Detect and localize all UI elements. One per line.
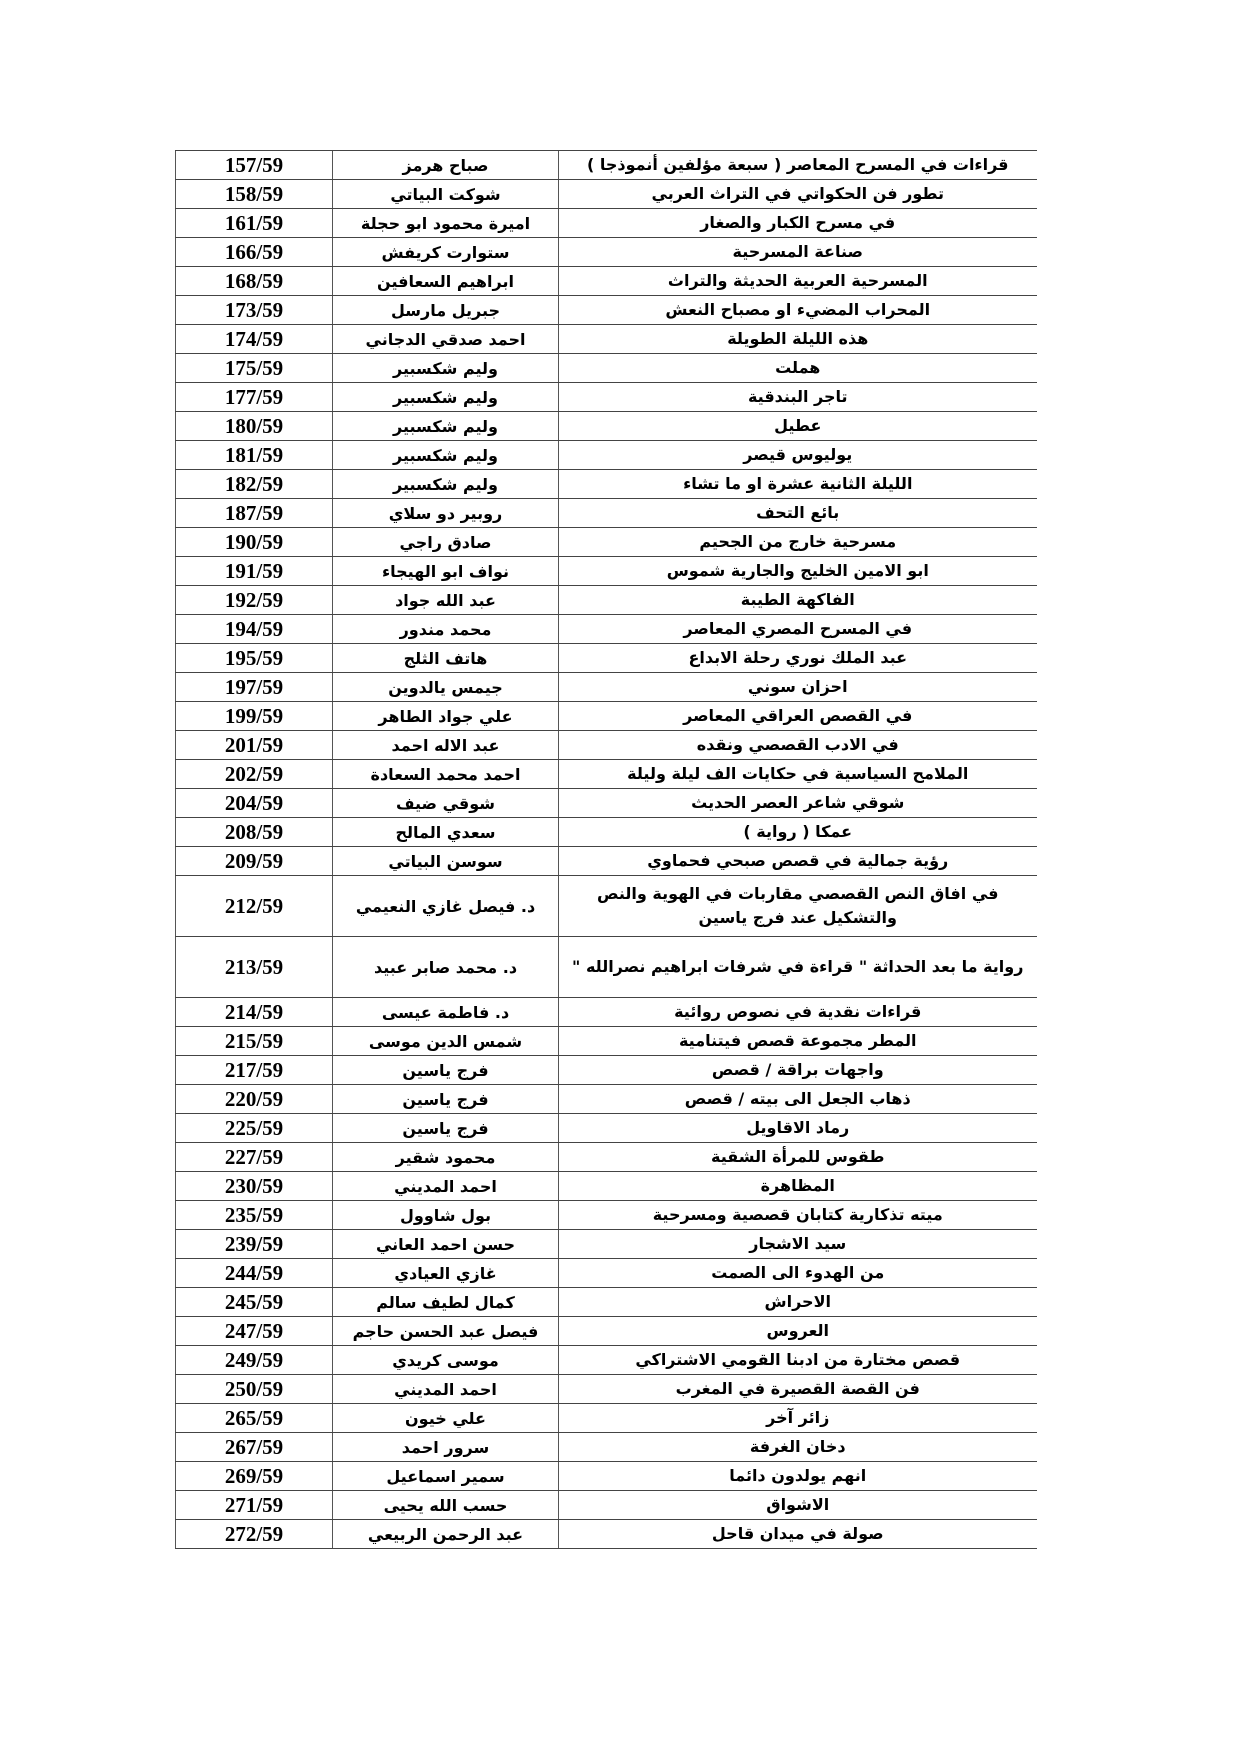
table-row — [176, 528, 1037, 557]
author-cell: ابراهيم السعافين — [333, 267, 559, 296]
book-number-cell: 182/59 — [176, 470, 333, 499]
table-row — [176, 818, 1037, 847]
table-row — [176, 1230, 1037, 1259]
table-row — [176, 731, 1037, 760]
author-cell: جيمس يالدوين — [333, 673, 559, 702]
author-cell: احمد محمد السعادة — [333, 760, 559, 789]
author-cell: سوسن البياتي — [333, 847, 559, 876]
books-table — [175, 150, 1037, 1549]
book-number-cell: 192/59 — [176, 586, 333, 615]
book-number-cell: 180/59 — [176, 412, 333, 441]
book-number-cell: 217/59 — [176, 1056, 333, 1085]
table-row — [176, 1143, 1037, 1172]
author-cell: حسب الله يحيى — [333, 1491, 559, 1520]
author-cell: عبد الرحمن الربيعي — [333, 1520, 559, 1549]
author-cell: بول شاوول — [333, 1201, 559, 1230]
book-number-cell: 239/59 — [176, 1230, 333, 1259]
table-row — [176, 1404, 1037, 1433]
table-row — [176, 937, 1037, 998]
title-cell: دخان الغرفة — [559, 1433, 1037, 1462]
book-number-cell: 249/59 — [176, 1346, 333, 1375]
table-row — [176, 760, 1037, 789]
title-cell: الليلة الثانية عشرة او ما تشاء — [559, 470, 1037, 499]
book-number-cell: 177/59 — [176, 383, 333, 412]
table-row — [176, 209, 1037, 238]
title-cell: قصص مختارة من ادبنا القومي الاشتراكي — [559, 1346, 1037, 1375]
author-cell: كمال لطيف سالم — [333, 1288, 559, 1317]
book-number-cell: 191/59 — [176, 557, 333, 586]
book-number-cell: 267/59 — [176, 1433, 333, 1462]
author-cell: عبد الله جواد — [333, 586, 559, 615]
book-number-cell: 227/59 — [176, 1143, 333, 1172]
book-number-cell: 174/59 — [176, 325, 333, 354]
author-cell: شوكت البياتي — [333, 180, 559, 209]
table-row — [176, 1085, 1037, 1114]
author-cell: عبد الاله احمد — [333, 731, 559, 760]
author-cell: احمد المديني — [333, 1375, 559, 1404]
table-row — [176, 296, 1037, 325]
author-cell: نواف ابو الهيجاء — [333, 557, 559, 586]
table-row — [176, 354, 1037, 383]
table-row — [176, 1027, 1037, 1056]
table-row — [176, 876, 1037, 937]
book-number-cell: 204/59 — [176, 789, 333, 818]
author-cell: محمد مندور — [333, 615, 559, 644]
table-row — [176, 1317, 1037, 1346]
title-cell: المسرحية العربية الحديثة والتراث — [559, 267, 1037, 296]
author-cell: احمد المديني — [333, 1172, 559, 1201]
table-row — [176, 470, 1037, 499]
author-cell: اميرة محمود ابو حجلة — [333, 209, 559, 238]
book-number-cell: 250/59 — [176, 1375, 333, 1404]
table-row — [176, 789, 1037, 818]
title-cell: في افاق النص القصصي مقاربات في الهوية والنص والتشكيل عند فرج ياسين — [559, 876, 1037, 937]
table-row — [176, 412, 1037, 441]
book-number-cell: 199/59 — [176, 702, 333, 731]
book-number-cell: 157/59 — [176, 151, 333, 180]
table-row — [176, 1056, 1037, 1085]
table-row — [176, 180, 1037, 209]
title-cell: عمكا ( رواية ) — [559, 818, 1037, 847]
table-row — [176, 644, 1037, 673]
book-number-cell: 168/59 — [176, 267, 333, 296]
author-cell: ستوارت كريفش — [333, 238, 559, 267]
title-cell: صناعة المسرحية — [559, 238, 1037, 267]
title-cell: الفاكهة الطيبة — [559, 586, 1037, 615]
title-cell: واجهات براقة / قصص — [559, 1056, 1037, 1085]
title-cell: الملامح السياسية في حكايات الف ليلة وليلة — [559, 760, 1037, 789]
title-cell: رماد الاقاويل — [559, 1114, 1037, 1143]
table-row — [176, 238, 1037, 267]
title-cell: المظاهرة — [559, 1172, 1037, 1201]
table-row — [176, 383, 1037, 412]
table-row — [176, 1114, 1037, 1143]
table-row — [176, 673, 1037, 702]
author-cell: د. محمد صابر عبيد — [333, 937, 559, 998]
book-number-cell: 161/59 — [176, 209, 333, 238]
book-number-cell: 220/59 — [176, 1085, 333, 1114]
author-cell: وليم شكسبير — [333, 412, 559, 441]
book-number-cell: 197/59 — [176, 673, 333, 702]
title-cell: الاحراش — [559, 1288, 1037, 1317]
table-row — [176, 1172, 1037, 1201]
title-cell: هملت — [559, 354, 1037, 383]
author-cell: وليم شكسبير — [333, 470, 559, 499]
table-row — [176, 1201, 1037, 1230]
title-cell: احزان سوني — [559, 673, 1037, 702]
title-cell: في المسرح المصري المعاصر — [559, 615, 1037, 644]
author-cell: محمود شقير — [333, 1143, 559, 1172]
table-row — [176, 557, 1037, 586]
title-cell: ميته تذكارية كتابان قصصية ومسرحية — [559, 1201, 1037, 1230]
book-number-cell: 187/59 — [176, 499, 333, 528]
title-cell: ابو الامين الخليج والجارية شموس — [559, 557, 1037, 586]
book-number-cell: 209/59 — [176, 847, 333, 876]
title-cell: عطيل — [559, 412, 1037, 441]
book-number-cell: 194/59 — [176, 615, 333, 644]
author-cell: علي جواد الطاهر — [333, 702, 559, 731]
title-cell: ذهاب الجعل الى بيته / قصص — [559, 1085, 1037, 1114]
book-number-cell: 212/59 — [176, 876, 333, 937]
book-number-cell: 166/59 — [176, 238, 333, 267]
table-row — [176, 441, 1037, 470]
book-number-cell: 235/59 — [176, 1201, 333, 1230]
author-cell: د. فاطمة عيسى — [333, 998, 559, 1027]
book-number-cell: 158/59 — [176, 180, 333, 209]
table-row — [176, 702, 1037, 731]
table-row — [176, 1462, 1037, 1491]
book-number-cell: 181/59 — [176, 441, 333, 470]
author-cell: روبير دو سلاي — [333, 499, 559, 528]
table-row — [176, 1433, 1037, 1462]
author-cell: وليم شكسبير — [333, 354, 559, 383]
title-cell: انهم يولدون دائما — [559, 1462, 1037, 1491]
author-cell: فرج ياسين — [333, 1056, 559, 1085]
table-row — [176, 998, 1037, 1027]
title-cell: زائر آخر — [559, 1404, 1037, 1433]
title-cell: شوقي شاعر العصر الحديث — [559, 789, 1037, 818]
book-number-cell: 215/59 — [176, 1027, 333, 1056]
author-cell: حسن احمد العاني — [333, 1230, 559, 1259]
table-row — [176, 151, 1037, 180]
author-cell: فرج ياسين — [333, 1085, 559, 1114]
book-number-cell: 202/59 — [176, 760, 333, 789]
author-cell: جبريل مارسل — [333, 296, 559, 325]
author-cell: علي خيون — [333, 1404, 559, 1433]
table-row — [176, 1288, 1037, 1317]
title-cell: عبد الملك نوري رحلة الابداع — [559, 644, 1037, 673]
table-body — [176, 151, 1037, 1549]
author-cell: غازي العيادي — [333, 1259, 559, 1288]
table-row — [176, 1520, 1037, 1549]
table-row — [176, 267, 1037, 296]
table-row — [176, 1259, 1037, 1288]
book-number-cell: 195/59 — [176, 644, 333, 673]
title-cell: من الهدوء الى الصمت — [559, 1259, 1037, 1288]
title-cell: الاشواق — [559, 1491, 1037, 1520]
table-row — [176, 586, 1037, 615]
title-cell: بائع التحف — [559, 499, 1037, 528]
book-number-cell: 213/59 — [176, 937, 333, 998]
author-cell: سرور احمد — [333, 1433, 559, 1462]
book-number-cell: 245/59 — [176, 1288, 333, 1317]
book-number-cell: 265/59 — [176, 1404, 333, 1433]
title-cell: صولة في ميدان قاحل — [559, 1520, 1037, 1549]
table-row — [176, 499, 1037, 528]
title-cell: قراءات نقدية في نصوص روائية — [559, 998, 1037, 1027]
book-number-cell: 214/59 — [176, 998, 333, 1027]
title-cell: العروس — [559, 1317, 1037, 1346]
title-cell: تطور فن الحكواتي في التراث العربي — [559, 180, 1037, 209]
book-number-cell: 208/59 — [176, 818, 333, 847]
author-cell: صباح هرمز — [333, 151, 559, 180]
author-cell: فيصل عبد الحسن حاجم — [333, 1317, 559, 1346]
table-row — [176, 847, 1037, 876]
book-number-cell: 244/59 — [176, 1259, 333, 1288]
book-number-cell: 190/59 — [176, 528, 333, 557]
title-cell: في مسرح الكبار والصغار — [559, 209, 1037, 238]
book-number-cell: 230/59 — [176, 1172, 333, 1201]
title-cell: المطر مجموعة قصص فيتنامية — [559, 1027, 1037, 1056]
table-row — [176, 1346, 1037, 1375]
author-cell: شمس الدين موسى — [333, 1027, 559, 1056]
author-cell: صادق راجي — [333, 528, 559, 557]
title-cell: مسرحية خارج من الجحيم — [559, 528, 1037, 557]
book-number-cell: 271/59 — [176, 1491, 333, 1520]
author-cell: هاتف الثلج — [333, 644, 559, 673]
title-cell: رواية ما بعد الحداثة " قراءة في شرفات ابراهيم نصرالله " — [559, 937, 1037, 998]
author-cell: شوقي ضيف — [333, 789, 559, 818]
title-cell: يوليوس قيصر — [559, 441, 1037, 470]
author-cell: سعدي المالح — [333, 818, 559, 847]
author-cell: موسى كريدي — [333, 1346, 559, 1375]
title-cell: في القصص العراقي المعاصر — [559, 702, 1037, 731]
table-row — [176, 615, 1037, 644]
title-cell: سيد الاشجار — [559, 1230, 1037, 1259]
author-cell: وليم شكسبير — [333, 383, 559, 412]
title-cell: طقوس للمرأة الشقية — [559, 1143, 1037, 1172]
author-cell: د. فيصل غازي النعيمي — [333, 876, 559, 937]
author-cell: فرج ياسين — [333, 1114, 559, 1143]
book-number-cell: 201/59 — [176, 731, 333, 760]
book-number-cell: 175/59 — [176, 354, 333, 383]
author-cell: وليم شكسبير — [333, 441, 559, 470]
table-row — [176, 1375, 1037, 1404]
book-number-cell: 269/59 — [176, 1462, 333, 1491]
title-cell: هذه الليلة الطويلة — [559, 325, 1037, 354]
table-row — [176, 325, 1037, 354]
book-number-cell: 225/59 — [176, 1114, 333, 1143]
book-number-cell: 272/59 — [176, 1520, 333, 1549]
book-number-cell: 173/59 — [176, 296, 333, 325]
title-cell: في الادب القصصي ونقده — [559, 731, 1037, 760]
title-cell: فن القصة القصيرة في المغرب — [559, 1375, 1037, 1404]
author-cell: سمير اسماعيل — [333, 1462, 559, 1491]
book-number-cell: 247/59 — [176, 1317, 333, 1346]
title-cell: المحراب المضيء او مصباح النعش — [559, 296, 1037, 325]
author-cell: احمد صدقي الدجاني — [333, 325, 559, 354]
title-cell: قراءات في المسرح المعاصر ( سبعة مؤلفين أنموذجا ) — [559, 151, 1037, 180]
title-cell: رؤية جمالية في قصص صبحي فحماوي — [559, 847, 1037, 876]
table-row — [176, 1491, 1037, 1520]
title-cell: تاجر البندقية — [559, 383, 1037, 412]
